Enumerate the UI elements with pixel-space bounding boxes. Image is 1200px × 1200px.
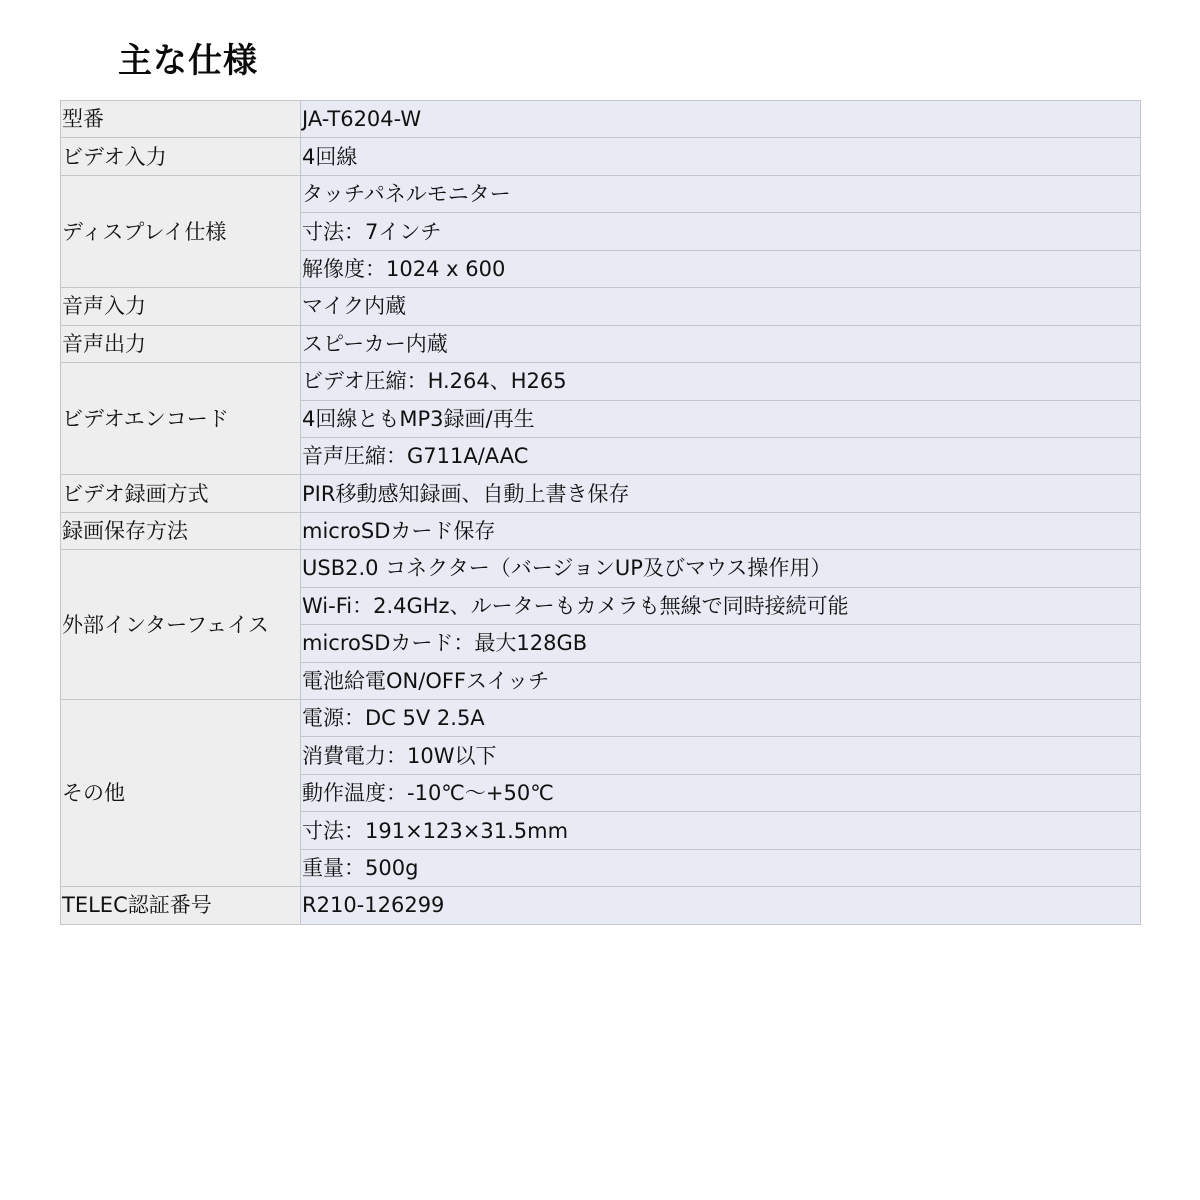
spec-value: 動作温度：-10℃～+50℃ <box>301 774 1141 811</box>
spec-value: 電源：DC 5V 2.5A <box>301 700 1141 737</box>
table-row <box>61 325 1141 362</box>
spec-value: 4回線ともMP3録画/再生 <box>301 400 1141 437</box>
spec-label: ビデオエンコード <box>61 363 301 475</box>
spec-value: USB2.0 コネクター（バージョンUP及びマウス操作用） <box>301 550 1141 587</box>
spec-value: JA-T6204-W <box>301 101 1141 138</box>
table-row <box>61 887 1141 924</box>
spec-label: 音声出力 <box>61 325 301 362</box>
spec-label: ビデオ録画方式 <box>61 475 301 512</box>
spec-value: 寸法：191×123×31.5mm <box>301 812 1141 849</box>
spec-label: 音声入力 <box>61 288 301 325</box>
spec-value: 消費電力：10W以下 <box>301 737 1141 774</box>
table-row <box>61 700 1141 737</box>
spec-label: その他 <box>61 700 301 887</box>
spec-table <box>60 100 1141 925</box>
table-row <box>61 475 1141 512</box>
table-row <box>61 175 1141 212</box>
spec-value: microSDカード：最大128GB <box>301 625 1141 662</box>
spec-value: Wi-Fi：2.4GHz、ルーターもカメラも無線で同時接続可能 <box>301 587 1141 624</box>
table-row <box>61 363 1141 400</box>
spec-value: 音声圧縮：G711A/AAC <box>301 437 1141 474</box>
spec-label: 型番 <box>61 101 301 138</box>
spec-table-body <box>61 101 1141 925</box>
spec-value: 4回線 <box>301 138 1141 175</box>
spec-label: ビデオ入力 <box>61 138 301 175</box>
table-row <box>61 101 1141 138</box>
spec-value: スピーカー内蔵 <box>301 325 1141 362</box>
spec-value: 電池給電ON/OFFスイッチ <box>301 662 1141 699</box>
spec-value: タッチパネルモニター <box>301 175 1141 212</box>
table-row <box>61 512 1141 549</box>
table-row <box>61 288 1141 325</box>
spec-value: 寸法：7インチ <box>301 213 1141 250</box>
spec-value: microSDカード保存 <box>301 512 1141 549</box>
spec-value: 重量：500g <box>301 849 1141 886</box>
spec-label: 録画保存方法 <box>61 512 301 549</box>
spec-label: ディスプレイ仕様 <box>61 175 301 287</box>
table-row <box>61 138 1141 175</box>
spec-value: PIR移動感知録画、自動上書き保存 <box>301 475 1141 512</box>
spec-value: 解像度：1024 x 600 <box>301 250 1141 287</box>
spec-label: 外部インターフェイス <box>61 550 301 700</box>
spec-value: マイク内蔵 <box>301 288 1141 325</box>
spec-label: TELEC認証番号 <box>61 887 301 924</box>
spec-value: ビデオ圧縮：H.264、H265 <box>301 363 1141 400</box>
spec-value: R210-126299 <box>301 887 1141 924</box>
table-row <box>61 550 1141 587</box>
page-title: 主な仕様 <box>118 41 258 81</box>
